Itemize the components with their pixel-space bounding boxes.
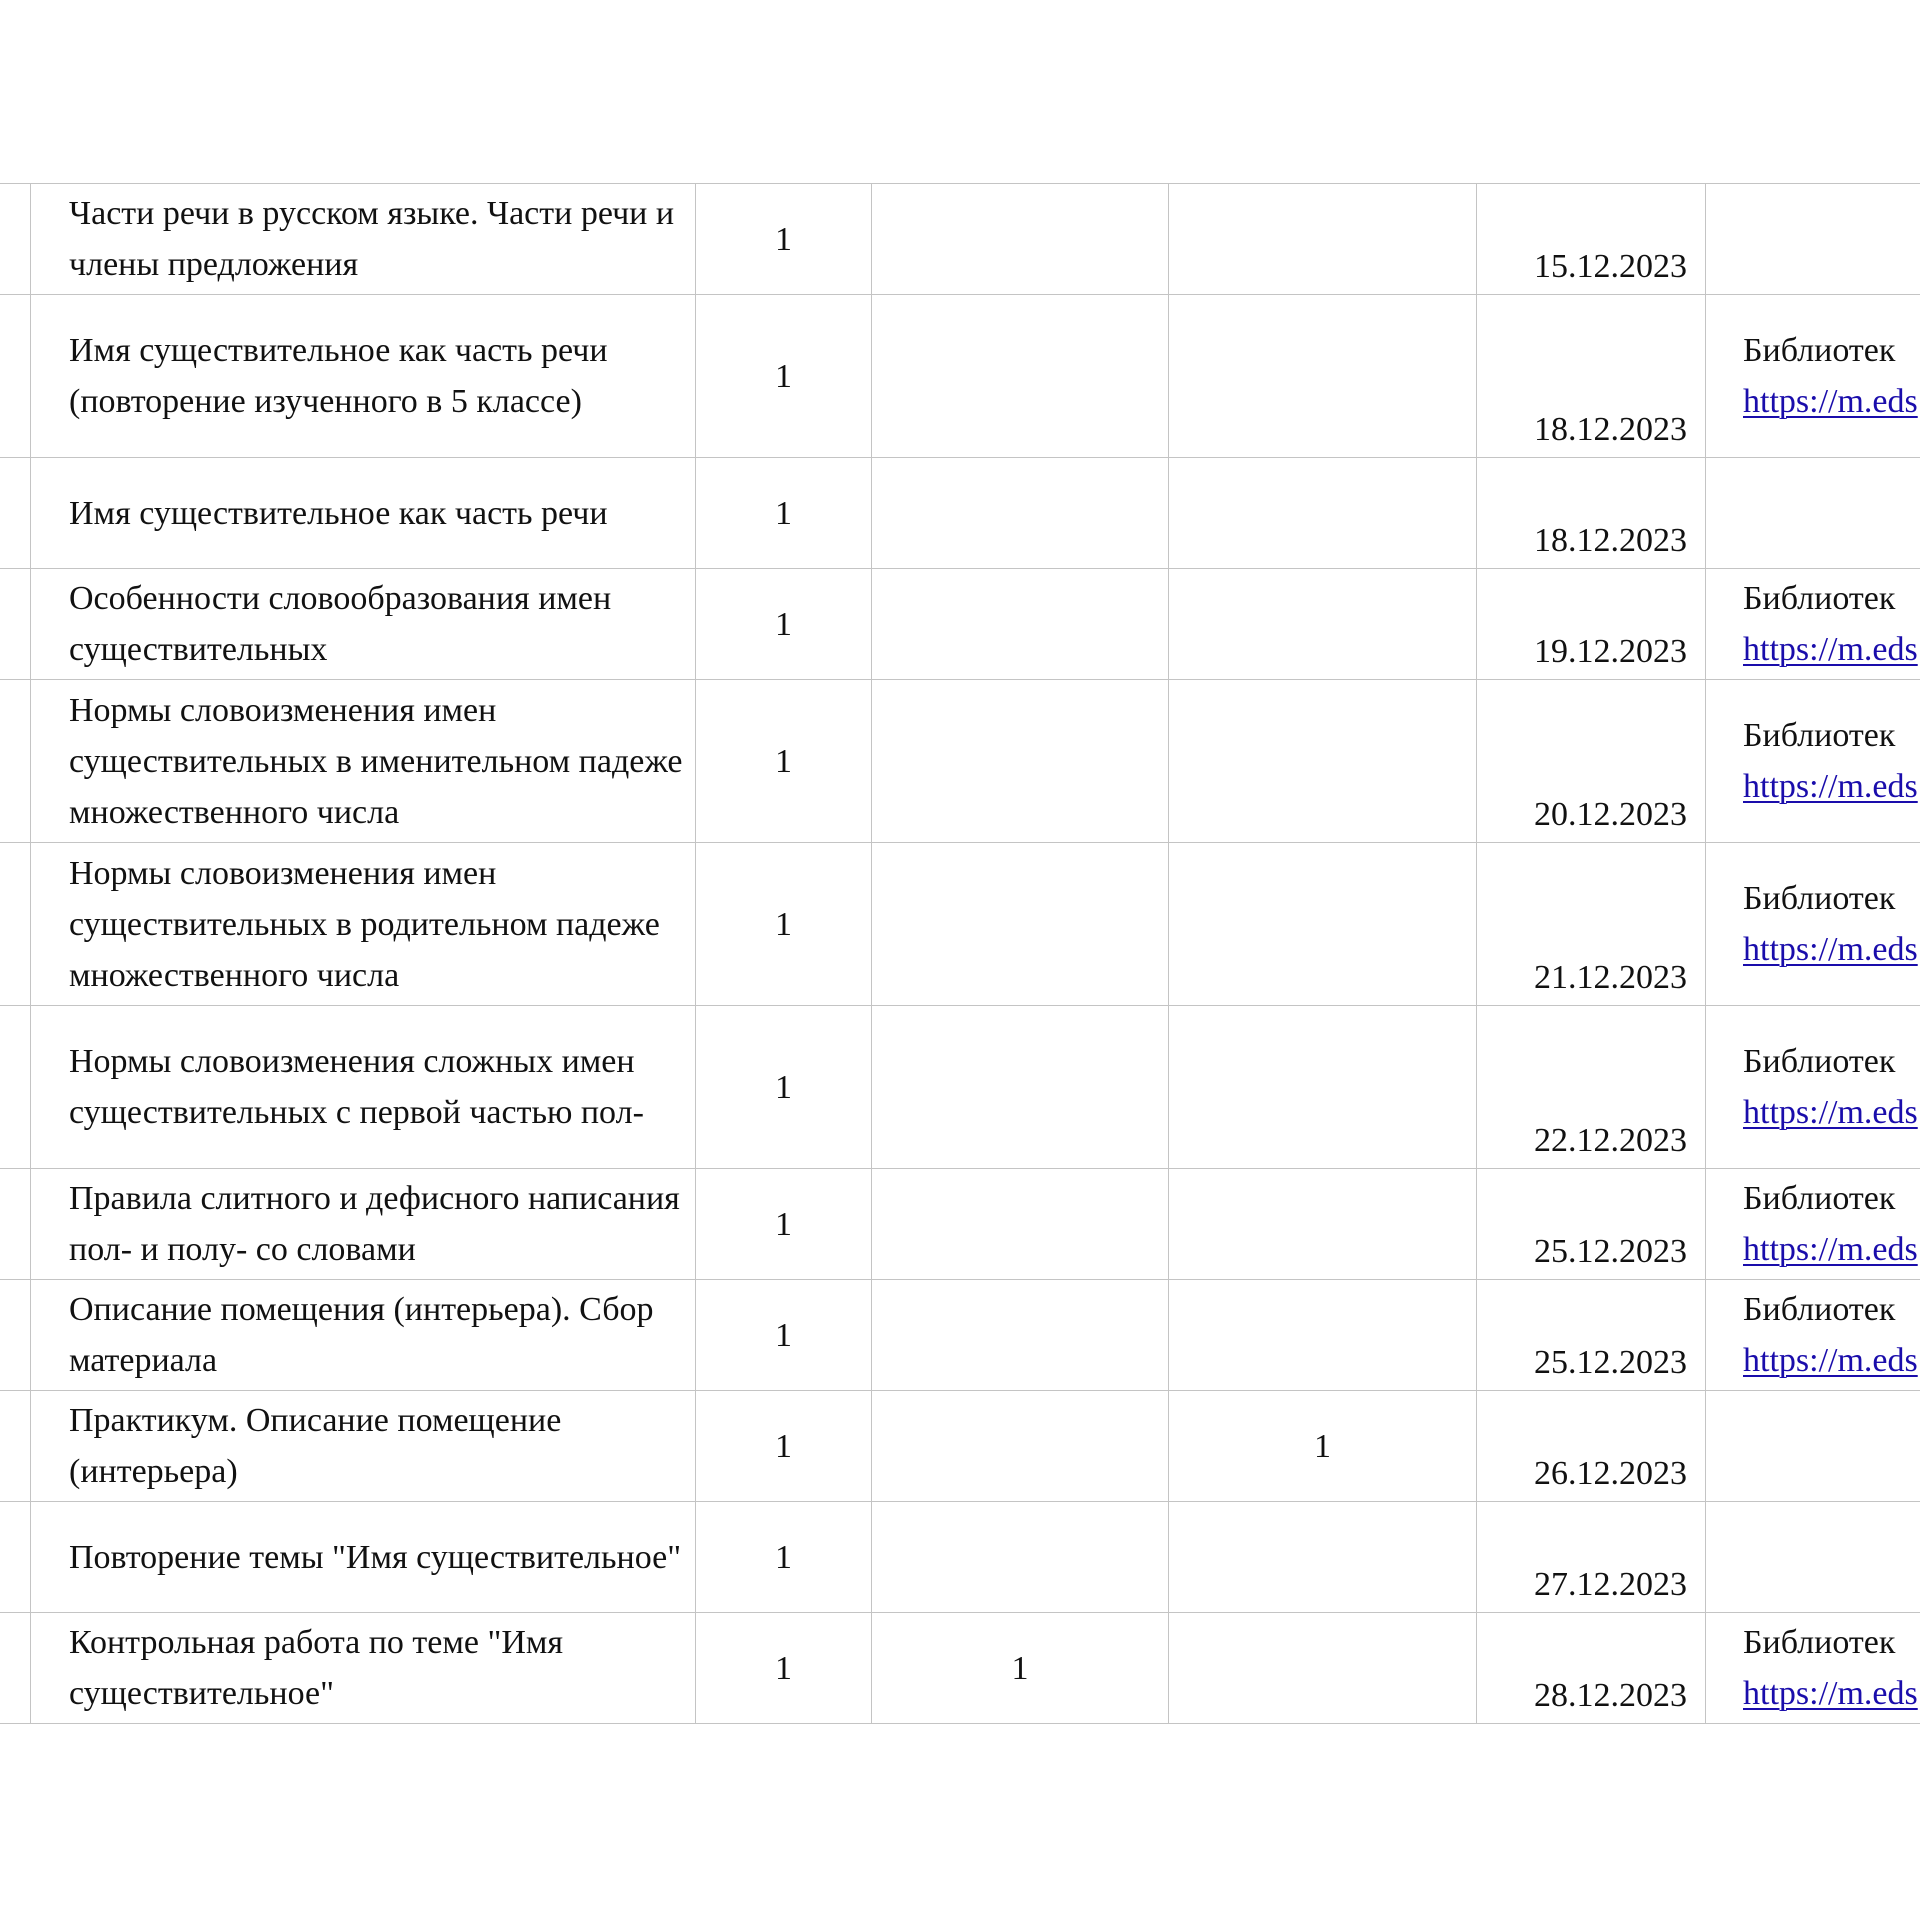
lesson-date-cell: 15.12.2023 [1477,184,1706,295]
lesson-date-cell: 25.12.2023 [1477,1280,1706,1391]
digital-resource-cell [1706,184,1920,295]
lesson-date-cell: 27.12.2023 [1477,1502,1706,1613]
control-work-cell [872,458,1169,569]
control-work-cell [872,680,1169,843]
digital-resource-cell [1706,1169,1920,1280]
hours-total-cell: 1 [696,1280,872,1391]
hours-total-cell: 1 [696,1502,872,1613]
lesson-topic-cell: Правила слитного и дефисного написания пол- и полу- со словами [31,1169,696,1280]
lesson-number-cell [0,1280,31,1391]
lesson-date-cell: 18.12.2023 [1477,295,1706,458]
lesson-number-cell [0,1613,31,1724]
resource-label: Библиотек [1743,1180,1896,1217]
table-row [0,1613,1920,1724]
lesson-topic-cell: Нормы словоизменения имен существительных в родительном падеже множественного числа [31,843,696,1006]
hours-total-cell: 1 [696,1006,872,1169]
hours-total-cell: 1 [696,1613,872,1724]
lesson-topic-cell: Имя существительное как часть речи (повторение изученного в 5 классе) [31,295,696,458]
hours-total-cell: 1 [696,680,872,843]
digital-resource-cell [1706,569,1920,680]
practical-work-cell [1169,843,1477,1006]
table-row [0,1006,1920,1169]
table-row [0,1280,1920,1391]
practical-work-cell [1169,1280,1477,1391]
digital-resource-cell [1706,680,1920,843]
practical-work-cell [1169,295,1477,458]
lesson-topic-cell: Описание помещения (интерьера). Сбор материала [31,1280,696,1391]
resource-label: Библиотек [1743,580,1896,617]
control-work-cell [872,295,1169,458]
resource-link[interactable]: https://m.eds [1743,931,1918,968]
table-row [0,843,1920,1006]
hours-total-cell: 1 [696,1169,872,1280]
practical-work-cell [1169,680,1477,843]
resource-label: Библиотек [1743,717,1896,754]
resource-label: Библиотек [1743,332,1896,369]
resource-link[interactable]: https://m.eds [1743,1675,1918,1712]
digital-resource-cell [1706,1502,1920,1613]
lesson-number-cell [0,680,31,843]
table-row [0,569,1920,680]
lesson-topic-cell: Повторение темы "Имя существительное" [31,1502,696,1613]
control-work-cell [872,1006,1169,1169]
practical-work-cell [1169,458,1477,569]
control-work-cell [872,1280,1169,1391]
hours-total-cell: 1 [696,1391,872,1502]
digital-resource-cell [1706,1613,1920,1724]
lesson-number-cell [0,1169,31,1280]
table-row [0,458,1920,569]
lesson-plan-table [0,183,1920,1724]
resource-link[interactable]: https://m.eds [1743,1342,1918,1379]
lesson-date-cell: 25.12.2023 [1477,1169,1706,1280]
lesson-number-cell [0,295,31,458]
lesson-date-cell: 20.12.2023 [1477,680,1706,843]
lesson-topic-cell: Нормы словоизменения имен существительных в именительном падеже множественного числа [31,680,696,843]
table-row [0,184,1920,295]
table-row [0,1391,1920,1502]
lesson-number-cell [0,569,31,680]
lesson-topic-cell: Особенности словообразования имен существительных [31,569,696,680]
practical-work-cell [1169,184,1477,295]
lesson-number-cell [0,184,31,295]
digital-resource-cell [1706,1280,1920,1391]
control-work-cell [872,1169,1169,1280]
table-row [0,1502,1920,1613]
hours-total-cell: 1 [696,458,872,569]
lesson-number-cell [0,1391,31,1502]
resource-label: Библиотек [1743,880,1896,917]
resource-link[interactable]: https://m.eds [1743,1231,1918,1268]
lesson-topic-cell: Контрольная работа по теме "Имя существительное" [31,1613,696,1724]
practical-work-cell [1169,1613,1477,1724]
resource-label: Библиотек [1743,1043,1896,1080]
lesson-number-cell [0,458,31,569]
table-body [0,184,1920,1724]
lesson-topic-cell: Имя существительное как часть речи [31,458,696,569]
lesson-topic-cell: Нормы словоизменения сложных имен существительных с первой частью пол- [31,1006,696,1169]
practical-work-cell [1169,1006,1477,1169]
control-work-cell [872,843,1169,1006]
practical-work-cell [1169,1502,1477,1613]
lesson-topic-cell: Практикум. Описание помещение (интерьера) [31,1391,696,1502]
resource-label: Библиотек [1743,1291,1896,1328]
resource-link[interactable]: https://m.eds [1743,631,1918,668]
digital-resource-cell [1706,1391,1920,1502]
lesson-number-cell [0,1006,31,1169]
lesson-date-cell: 19.12.2023 [1477,569,1706,680]
lesson-date-cell: 26.12.2023 [1477,1391,1706,1502]
table-row [0,1169,1920,1280]
control-work-cell [872,1391,1169,1502]
practical-work-cell [1169,1169,1477,1280]
lesson-date-cell: 21.12.2023 [1477,843,1706,1006]
resource-link[interactable]: https://m.eds [1743,1094,1918,1131]
digital-resource-cell [1706,1006,1920,1169]
control-work-cell [872,1502,1169,1613]
table-row [0,295,1920,458]
hours-total-cell: 1 [696,569,872,680]
lesson-number-cell [0,843,31,1006]
resource-link[interactable]: https://m.eds [1743,768,1918,805]
lesson-topic-cell: Части речи в русском языке. Части речи и члены предложения [31,184,696,295]
control-work-cell [872,569,1169,680]
lesson-number-cell [0,1502,31,1613]
control-work-cell [872,184,1169,295]
control-work-cell: 1 [872,1613,1169,1724]
resource-label: Библиотек [1743,1624,1896,1661]
practical-work-cell [1169,569,1477,680]
lesson-date-cell: 28.12.2023 [1477,1613,1706,1724]
resource-link[interactable]: https://m.eds [1743,383,1918,420]
practical-work-cell: 1 [1169,1391,1477,1502]
digital-resource-cell [1706,295,1920,458]
hours-total-cell: 1 [696,184,872,295]
lesson-date-cell: 22.12.2023 [1477,1006,1706,1169]
hours-total-cell: 1 [696,843,872,1006]
table-row [0,680,1920,843]
digital-resource-cell [1706,458,1920,569]
digital-resource-cell [1706,843,1920,1006]
lesson-date-cell: 18.12.2023 [1477,458,1706,569]
hours-total-cell: 1 [696,295,872,458]
